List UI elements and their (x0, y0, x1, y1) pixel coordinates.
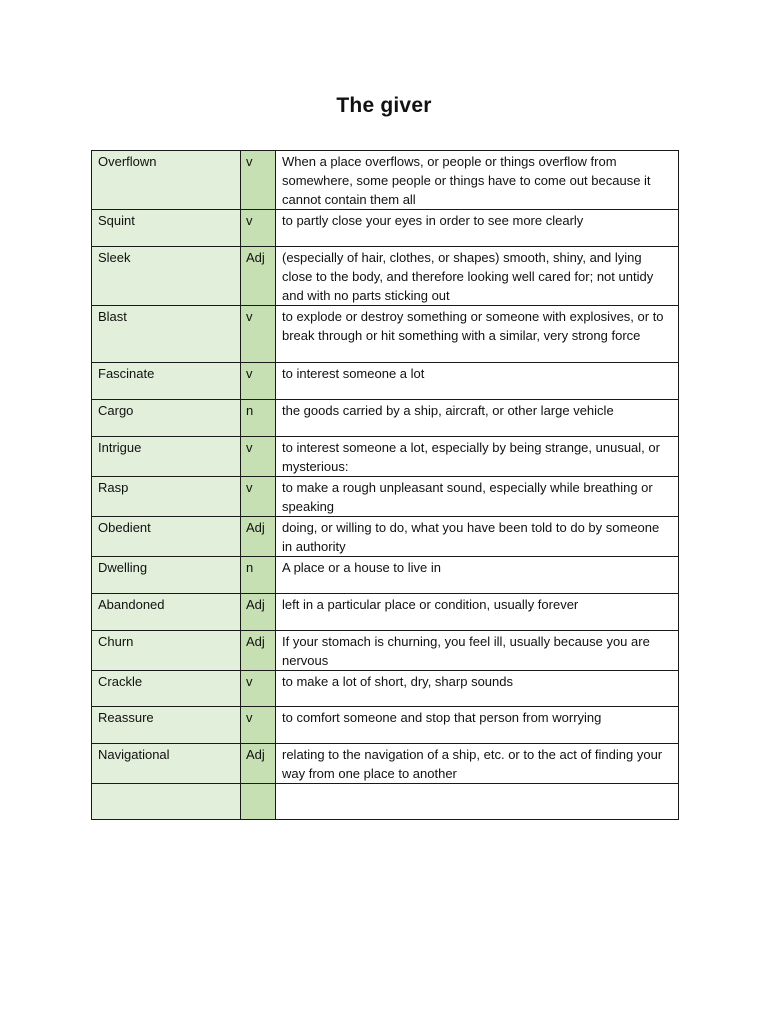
word-cell: Abandoned (92, 594, 241, 631)
word-cell: Intrigue (92, 437, 241, 477)
definition-cell: A place or a house to live in (276, 557, 679, 594)
part-of-speech-cell: n (241, 400, 276, 437)
word-cell: Rasp (92, 477, 241, 517)
word-cell: Obedient (92, 517, 241, 557)
part-of-speech-cell: Adj (241, 631, 276, 671)
table-row (92, 557, 679, 594)
definition-cell: the goods carried by a ship, aircraft, or other large vehicle (276, 400, 679, 437)
part-of-speech-cell: v (241, 707, 276, 744)
part-of-speech-cell: Adj (241, 247, 276, 306)
definition-cell: relating to the navigation of a ship, etc. or to the act of finding your way from one place to another (276, 744, 679, 784)
page-title: The giver (336, 94, 432, 117)
part-of-speech-cell: Adj (241, 594, 276, 631)
definition-cell: If your stomach is churning, you feel ill, usually because you are nervous (276, 631, 679, 671)
part-of-speech-cell: v (241, 151, 276, 210)
part-of-speech-cell: Adj (241, 744, 276, 784)
definition-cell: to make a rough unpleasant sound, especially while breathing or speaking (276, 477, 679, 517)
word-cell: Sleek (92, 247, 241, 306)
table-row (92, 784, 679, 820)
word-cell (92, 784, 241, 820)
word-cell: Overflown (92, 151, 241, 210)
table-row (92, 437, 679, 477)
part-of-speech-cell: n (241, 557, 276, 594)
definition-cell: to explode or destroy something or someone with explosives, or to break through or hit something with a similar, very strong force (276, 306, 679, 363)
table-row (92, 671, 679, 707)
definition-cell: left in a particular place or condition, usually forever (276, 594, 679, 631)
part-of-speech-cell: v (241, 306, 276, 363)
word-cell: Squint (92, 210, 241, 247)
table-row (92, 400, 679, 437)
table-row (92, 363, 679, 400)
table-row (92, 517, 679, 557)
word-cell: Reassure (92, 707, 241, 744)
definition-cell: to comfort someone and stop that person from worrying (276, 707, 679, 744)
vocabulary-table (91, 150, 679, 820)
table-row (92, 594, 679, 631)
table-row (92, 631, 679, 671)
definition-cell: to make a lot of short, dry, sharp sounds (276, 671, 679, 707)
table-row (92, 151, 679, 210)
definition-cell (276, 784, 679, 820)
part-of-speech-cell: v (241, 477, 276, 517)
definition-cell: When a place overflows, or people or things overflow from somewhere, some people or things have to come out because it cannot contain them all (276, 151, 679, 210)
definition-cell: to interest someone a lot (276, 363, 679, 400)
table-row (92, 210, 679, 247)
word-cell: Fascinate (92, 363, 241, 400)
definition-cell: to interest someone a lot, especially by being strange, unusual, or mysterious: (276, 437, 679, 477)
part-of-speech-cell: v (241, 363, 276, 400)
table-row (92, 744, 679, 784)
word-cell: Blast (92, 306, 241, 363)
definition-cell: doing, or willing to do, what you have been told to do by someone in authority (276, 517, 679, 557)
table-row (92, 247, 679, 306)
part-of-speech-cell: v (241, 671, 276, 707)
part-of-speech-cell (241, 784, 276, 820)
part-of-speech-cell: v (241, 437, 276, 477)
word-cell: Navigational (92, 744, 241, 784)
word-cell: Cargo (92, 400, 241, 437)
part-of-speech-cell: Adj (241, 517, 276, 557)
definition-cell: to partly close your eyes in order to see more clearly (276, 210, 679, 247)
table-row (92, 306, 679, 363)
word-cell: Churn (92, 631, 241, 671)
definition-cell: (especially of hair, clothes, or shapes) smooth, shiny, and lying close to the body, and therefore looking well cared for; not untidy and with no parts sticking out (276, 247, 679, 306)
part-of-speech-cell: v (241, 210, 276, 247)
table-row (92, 477, 679, 517)
word-cell: Crackle (92, 671, 241, 707)
table-row (92, 707, 679, 744)
word-cell: Dwelling (92, 557, 241, 594)
